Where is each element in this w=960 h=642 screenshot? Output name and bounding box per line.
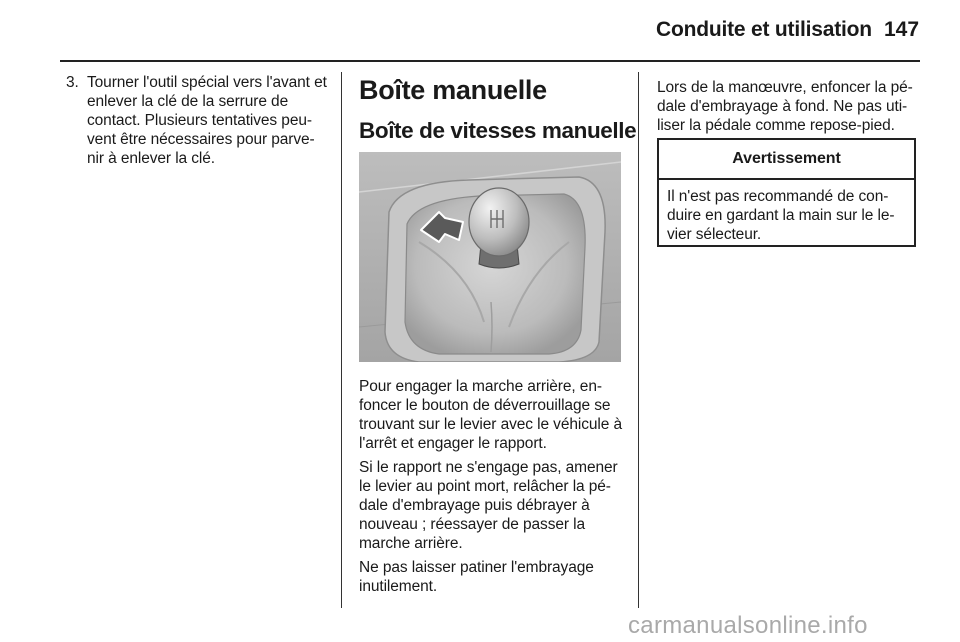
step-number: 3.: [66, 74, 79, 91]
watermark: carmanualsonline.info: [628, 612, 868, 639]
warning-title: Avertissement: [659, 140, 914, 180]
column-divider-right: [638, 72, 639, 608]
column-divider-left: [341, 72, 342, 608]
step-item: [66, 73, 328, 168]
body-text-right: [657, 78, 922, 140]
warning-text: Il n'est pas recommandé de con-duire en gardant la main sur le le-vier sélecteur.: [667, 188, 895, 243]
page-number: 147: [884, 18, 920, 41]
paragraph: Ne pas laisser patiner l'embrayage inutilement.: [359, 559, 594, 595]
paragraph: Pour engager la marche arrière, en-foncer le bouton de déverrouillage se trouvant sur le levier avec le véhicule à l'arrêt et engager le rapport.: [359, 378, 622, 452]
body-text-middle: [359, 377, 623, 601]
header-divider: [60, 60, 920, 62]
warning-box: [657, 138, 916, 247]
paragraph: Lors de la manœuvre, enfoncer la pé-dale d'embrayage à fond. Ne pas uti-liser la pédale comme repose-pied.: [657, 79, 913, 134]
chapter-title: Conduite et utilisation: [656, 18, 872, 41]
step-list: [66, 73, 328, 168]
subsection-title: Boîte de vitesses manuelle: [359, 118, 637, 143]
step-text: Tourner l'outil spécial vers l'avant et enlever la clé de la serrure de contact. Plusieurs tentatives peu-vent être nécessaires pour parve-nir à enlever la clé.: [87, 74, 327, 167]
gear-shift-illustration: [359, 152, 621, 362]
section-title: Boîte manuelle: [359, 75, 547, 105]
paragraph: Si le rapport ne s'engage pas, amener le levier au point mort, relâcher la pé-dale d'embrayage puis débrayer à nouveau ; réessayer de passer la marche arrière.: [359, 459, 618, 552]
